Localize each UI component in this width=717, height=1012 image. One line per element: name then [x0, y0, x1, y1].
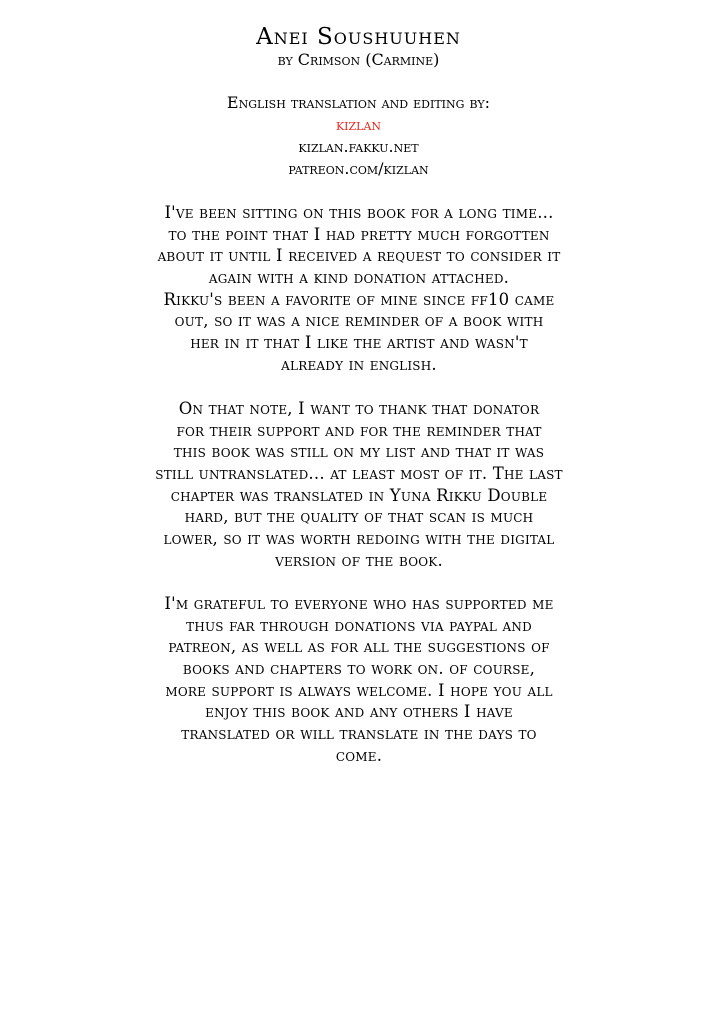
paragraph-line: books and chapters to work on. of course, [182, 659, 536, 679]
author-byline: by Crimson (Carmine) [277, 50, 440, 69]
paragraph-line: I've been sitting on this book for a long time... [164, 203, 554, 222]
paragraph-line: version of the book. [275, 550, 443, 570]
paragraph-line: more support is always welcome. I hope you all [165, 680, 553, 700]
translator-patreon: patreon.com/kizlan [288, 159, 429, 178]
paragraph-line: chapter was translated in Yuna Rikku Double [170, 485, 548, 505]
paragraph-1 [108, 202, 610, 376]
paragraph-line: thus far through donations via paypal and [186, 615, 532, 635]
translator-site: kizlan.fakku.net [298, 137, 419, 156]
paragraph-line: translated or will translate in the days to [181, 724, 537, 744]
credits-heading: English translation and editing by: [226, 93, 491, 112]
paragraph-3 [108, 593, 610, 767]
credits-block [0, 92, 717, 180]
paragraph-line: hard, but the quality of that scan is much [184, 507, 534, 527]
page-title: Anei Soushuuhen [256, 24, 461, 50]
paragraph-line: I'm grateful to everyone who has supported me [164, 594, 554, 613]
translator-name: kizlan [335, 115, 382, 134]
paragraph-2 [108, 398, 610, 572]
paragraph-line: for their support and for the reminder that [176, 420, 542, 440]
paragraph-line: On that note, I want to thank that donator [178, 399, 540, 418]
paragraph-line: about it until I received a request to consider it [157, 246, 561, 266]
paragraph-line: Rikku's been a favorite of mine since ff10 came [163, 289, 555, 309]
paragraph-line: again with a kind donation attached. [208, 268, 510, 288]
paragraph-line: already in english. [281, 354, 437, 374]
paragraph-line: this book was still on my list and that it was [173, 442, 545, 462]
paragraph-line: lower, so it was worth redoing with the digital [163, 529, 555, 549]
paragraph-line: enjoy this book and any others I have [205, 702, 513, 722]
paragraph-line: still untranslated... at least most of it. The last [155, 464, 563, 484]
paragraph-line: out, so it was a nice reminder of a book with [174, 311, 544, 331]
paragraph-line: come. [335, 745, 383, 765]
paragraph-line: to the point that I had pretty much forgotten [168, 224, 550, 244]
paragraph-line: her in it that I like the artist and wasn't [190, 333, 528, 353]
paragraph-line: patreon, as well as for all the suggestions of [168, 637, 550, 657]
